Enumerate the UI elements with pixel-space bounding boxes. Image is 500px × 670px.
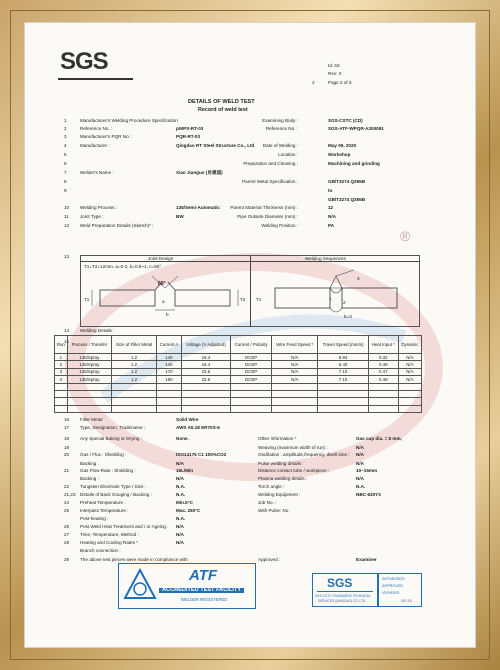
table-cell: DCEP [230,376,271,383]
table-header-cell: Heat Input * [368,336,398,354]
sgs-stamp [312,573,378,607]
upper-field-val: PQR-RT-03 [176,134,200,139]
lower-field-left: Interpass Temperature : [80,508,129,513]
lower-field-rval: N/A [356,445,364,450]
stamp-witnessed: WITNESSED [382,577,405,581]
table-cell: 2 [55,361,68,368]
lower-field-val: N/A [176,532,184,537]
lower-field-val: N.A. [176,516,186,521]
upper-field-left: Joint Type : [80,214,104,219]
table-cell [67,398,111,405]
atf-emblem-icon [123,568,157,604]
upper-field-rval: 12 [328,205,334,210]
table-cell [398,405,421,412]
sequence-gap-label: b=3 [344,314,352,319]
sgs-stamp-line-1: SGS-CSTC STANDARDS TECHNICAL [315,594,371,598]
upper-field-rlabel: Welding Position : [261,223,298,228]
table-cell [230,398,271,405]
table-cell [181,405,230,412]
table-cell: 140 [157,354,182,361]
upper-field-left: Manufacturer : [80,143,110,148]
table-header-cell: Voltage (V Adjusted) [181,336,230,354]
welding-details-label: Welding Details : [80,328,115,333]
page-of: Page 2 of 5 [328,80,352,85]
lower-field-rval: N.A. [356,484,366,489]
upper-field-rlabel: Preparation and Cleaning : [243,161,298,166]
sequence-run-2: 2 [343,300,346,305]
lower-field-rval: NBC-630Y3 [356,492,381,497]
doc-subtitle: Record of weld test [198,107,248,113]
table-cell [181,383,230,390]
lower-field-left: Type, Designation, Tradename : [80,425,146,430]
sgs-logo-underline [58,78,133,80]
sequence-run-1: 1 [329,296,332,301]
joint-b-label: b [166,312,169,317]
table-cell: N/A [272,376,318,383]
lower-field-val: N/A [176,540,184,545]
table-cell: N/A [272,368,318,375]
lower-field-val: None. [176,436,189,441]
lower-field-rlabel: With Pulse: No [258,508,289,513]
table-cell: 23.6 [181,368,230,375]
lower-field-rlabel: Oscillation : amplitude,frequency, dwell time : [258,452,350,457]
table-cell [112,405,157,412]
table-cell: 0.48 [368,361,398,368]
table-cell: 140 [157,361,182,368]
table-header-cell: Process / Transfer [67,336,111,354]
table-cell: 19.4 [181,361,230,368]
lower-field-val: Min.5°C [176,500,193,505]
table-cell [55,383,68,390]
table-cell [230,383,271,390]
table-cell [272,383,318,390]
table-header-cell: Dynamic [398,336,421,354]
upper-field-val: Qingdao RT Steel Structure Co., Ltd [176,143,255,148]
joint-design-title: Joint Design [148,256,174,261]
table-row [55,383,422,390]
lower-field-val: ISO14175 C1 100%CO2 [176,452,227,457]
table-cell: 135/Spray [67,376,111,383]
lower-field-left: Heating and Cooling Rates * [80,540,138,545]
lower-field-val: AWS A5.18 ER70S-6 [176,425,220,430]
table-cell [368,383,398,390]
lower-field-rlabel: Welding Equipment : [258,492,301,497]
atf-logo-text: ATF [189,567,218,584]
table-row [55,376,422,383]
lower-field-val: N/A [176,461,184,466]
lower-field-left: Branch connection : [80,548,121,553]
upper-field-rval: GB/T3274 Q355B [328,179,366,184]
lower-field-rlabel: Job No. : [258,500,277,505]
upper-field-left: Manufacturer's PQR No. : [80,134,133,139]
welding-sequences-title: Welding Sequences [305,256,346,261]
table-cell [67,390,111,397]
page-number-left: 2 [312,80,315,85]
table-cell [368,398,398,405]
table-cell: 135/Spray [67,368,111,375]
table-cell: N/A [398,368,421,375]
table-row [55,361,422,368]
table-cell: DCEP [230,354,271,361]
upper-field-rval: May 06, 2020 [328,143,357,148]
lower-field-rlabel: Approved : [258,557,281,562]
table-cell [272,398,318,405]
lower-field-rlabel: Torch angle : [258,484,285,489]
table-cell: 135/Spray [67,361,111,368]
joint-design-drawing [80,268,250,326]
table-row [55,398,422,405]
joint-a-label: a [162,299,165,304]
table-cell: 1 [55,354,68,361]
doc-title: DETAILS OF WELD TEST [188,99,255,105]
lower-field-num: 28 [64,540,70,545]
table-cell: N/A [398,361,421,368]
atf-line-1: ACCREDITED TEST FACILITY [159,588,244,593]
table-cell [112,383,157,390]
lower-field-num: 27 [64,532,70,537]
lower-field-rval: N/A [356,452,364,457]
lower-field-rlabel: Plasma welding details : [258,476,308,481]
upper-field-rval: Workshop [328,152,351,157]
upper-field-num: 5 [64,152,67,157]
table-header-cell: Wire Feed Speed * [272,336,318,354]
lower-field-left: Gas Flow Rate : Shielding : [80,468,136,473]
upper-field-val: pWPS-RT-03 [176,126,204,131]
lower-field-val: N/A [176,524,184,529]
table-row [55,390,422,397]
table-cell: 0.32 [368,354,398,361]
table-cell [368,405,398,412]
sgs-logo: SGS [60,48,108,75]
upper-field-num: 12 [64,223,70,228]
table-cell: 190 [157,376,182,383]
table-cell [272,405,318,412]
table-header-cell: Run [55,336,68,354]
table-row [55,368,422,375]
lower-field-rlabel: Pulse welding details : [258,461,304,466]
table-cell [112,390,157,397]
table-cell: N/A [272,361,318,368]
table-cell [318,398,368,405]
upper-field-rlabel: Reference No. : [265,126,298,131]
lower-field-val: N.A. [176,484,186,489]
table-cell [157,405,182,412]
upper-field-num: 7 [64,170,67,175]
lower-field-num: 20 [64,452,70,457]
sequence-run-3: 3 [357,276,360,281]
table-cell [398,398,421,405]
sketch-section-number: 13 [64,254,70,259]
lower-field-val: N.A. [176,492,186,497]
upper-field-left: Weld Preparation Details (Sketch)* : [80,223,154,228]
joint-t2-label: T2 [240,297,246,302]
table-cell [55,405,68,412]
lower-field-left: Time, Temperature, Method : [80,532,139,537]
table-cell [181,398,230,405]
upper-field-num: 4 [64,143,67,148]
lower-field-left: Filler Metal [80,417,103,422]
upper-field-num: 11 [64,214,69,219]
sgs-stamp-line-2: SERVICES (QINGDAO) CO.,LTD [318,599,366,603]
lower-field-num: 29 [64,557,70,562]
table-cell [67,383,111,390]
upper-field-num: 3 [64,134,67,139]
table-cell [318,383,368,390]
atf-stamp [118,563,256,609]
lower-field-num: 19 [64,445,70,450]
lower-field-num: 16 [64,417,70,422]
lower-field-rlabel: Other information * [258,436,297,441]
table-cell: 7.10 [318,368,368,375]
table-cell: 1.2 [112,361,157,368]
table-cell [398,383,421,390]
lower-field-rval: 10~15mm [356,468,378,473]
table-cell: DCEP [230,368,271,375]
lower-field-left: Preheat Temperature : [80,500,126,505]
table-cell: 1.2 [112,354,157,361]
lower-field-rval: N/A [356,476,364,481]
upper-field-rval: SGS-ATF-WPQR-A200091 [328,126,384,131]
upper-field-num: 1 [64,118,67,123]
lower-field-num: 17 [64,425,70,430]
lower-field-left: The above test pieces were made in compliance with [80,557,188,562]
upper-field-rlabel: Parent Metal Specification : [242,179,298,184]
joint-t1-label: T1 [84,297,90,302]
atf-line-2: WELDER REGISTERED [181,597,228,602]
table-cell: 135/Spray [67,354,111,361]
table-header-cell: Size of Filler Metal [112,336,157,354]
lower-field-left: Tungsten Electrode Type / Size : [80,484,147,489]
table-cell [230,405,271,412]
table-cell [181,390,230,397]
lower-field-rlabel: Distance contact tube / workpiece : [258,468,330,473]
joint-angle-label: 60° [158,281,166,287]
upper-field-left: Welder's Name : [80,170,114,175]
lower-field-val: Solid Wire [176,417,199,422]
table-cell: 1.2 [112,368,157,375]
lower-field-rval: Examiner [356,557,377,562]
table-cell: 23.6 [181,376,230,383]
upper-field-val: BW [176,214,184,219]
lower-field-left: Post-heating : [80,516,109,521]
stamp-verified: VERIFIED [382,591,400,595]
table-cell [398,390,421,397]
sgs-stamp-status [378,573,422,607]
table-cell: 19.4 [181,354,230,361]
table-cell [368,390,398,397]
lower-field-left: Backing : [80,461,99,466]
upper-field-rlabel: Date of Welding : [262,143,298,148]
lower-field-left: Gas / Flux : Shielding : [80,452,127,457]
upper-field-rlabel: Location : [278,152,298,157]
table-header-cell: Current A [157,336,182,354]
lower-field-val: Max. 250°C [176,508,201,513]
lower-field-left: Backing : [80,476,99,481]
table-cell: 6.40 [318,361,368,368]
lower-field-num: 21,23 [64,492,76,497]
upper-field-rval: GB/T3274 Q355B [328,197,366,202]
table-row [55,405,422,412]
table-cell [272,390,318,397]
table-row [55,354,422,361]
welding-sequence-drawing [250,262,420,326]
welding-details-number: 14 [64,328,70,333]
doc-rev: Rev: 0 [328,71,342,76]
sgs-stamp-rule [317,591,373,592]
upper-field-left: Welding Process : [80,205,117,210]
table-cell: N/A [398,354,421,361]
table-cell [55,398,68,405]
table-cell [157,383,182,390]
lower-field-left: Post Weld Heat Treatment and / or Ageing : [80,524,169,529]
table-cell: N/A [398,376,421,383]
table-cell [112,398,157,405]
sgs-stamp-name: SGS [327,576,353,590]
table-cell: DCEP [230,361,271,368]
registered-mark: ® [400,228,411,244]
table-cell: 1.2 [112,376,157,383]
lower-field-rlabel: Weaving (maximum width of run) : [258,445,328,450]
lower-field-val: N/A [176,476,184,481]
lower-field-rval: N/A [356,461,364,466]
joint-spec: T1=T2=12mm, a=0-2, b=0.5~1, c=60° [84,264,162,269]
table-cell: 5.84 [318,354,368,361]
table-cell: 3 [55,368,68,375]
upper-field-num: 10 [64,205,70,210]
lower-field-num: 24 [64,500,70,505]
upper-field-val: 135/Semi-Automatic [176,205,220,210]
welding-details-number-2: 15 [64,339,70,344]
upper-field-num: 9 [64,188,67,193]
table-cell [230,390,271,397]
table-cell [318,405,368,412]
stamp-approved: APPROVED [382,584,404,588]
upper-field-rlabel: Examining Body : [262,118,298,123]
upper-field-val: Xiao Jianguo (肖建国) [176,170,223,175]
table-cell: 7.10 [318,376,368,383]
upper-field-left: Reference No. : [80,126,113,131]
lower-field-num: 26 [64,524,70,529]
upper-field-rlabel: Pipe Outside Diameter (mm) : [237,214,298,219]
upper-field-rval: to [328,188,333,193]
doc-id: Id: 63 [328,63,340,68]
upper-field-rval: N/A [328,214,336,219]
welding-details-table [54,335,422,413]
table-cell [67,405,111,412]
table-cell: 0.48 [368,376,398,383]
upper-field-num: 8 [64,179,67,184]
lower-field-val: 15L/Min [176,468,194,473]
upper-field-rlabel: Parent Material Thickness (mm) : [230,205,298,210]
sequence-t1-label: T1 [256,297,262,302]
table-cell [55,390,68,397]
lower-field-left: Details of Back Gouging / Backing : [80,492,153,497]
lower-field-left: Any Special Baking or Drying : [80,436,143,441]
table-header-cell: Travel Speed (mm/s) [318,336,368,354]
upper-field-rval: Machining and grinding [328,161,380,166]
table-cell: N/A [272,354,318,361]
lower-field-num: 25 [64,508,70,513]
table-cell [157,390,182,397]
table-cell: 170 [157,368,182,375]
lower-field-rval: Gas cup dia. = 8 mm, [356,436,402,441]
upper-field-num: 6 [64,161,67,166]
upper-field-rval: PA [328,223,335,228]
upper-field-num: 2 [64,126,67,131]
lower-field-num: 21 [64,468,70,473]
table-cell [157,398,182,405]
table-cell: 4 [55,376,68,383]
table-cell [318,390,368,397]
upper-field-rval: SGS-CSTC (CD) [328,118,363,123]
table-header-cell: Current / Polarity [230,336,271,354]
table-cell: 0.47 [368,368,398,375]
lower-field-num: 22 [64,484,70,489]
upper-field-left: Manufacturer's Welding Procedure Specification [80,118,178,123]
lower-field-num: 18 [64,436,70,441]
stamp-number: NO.15 [401,599,412,603]
